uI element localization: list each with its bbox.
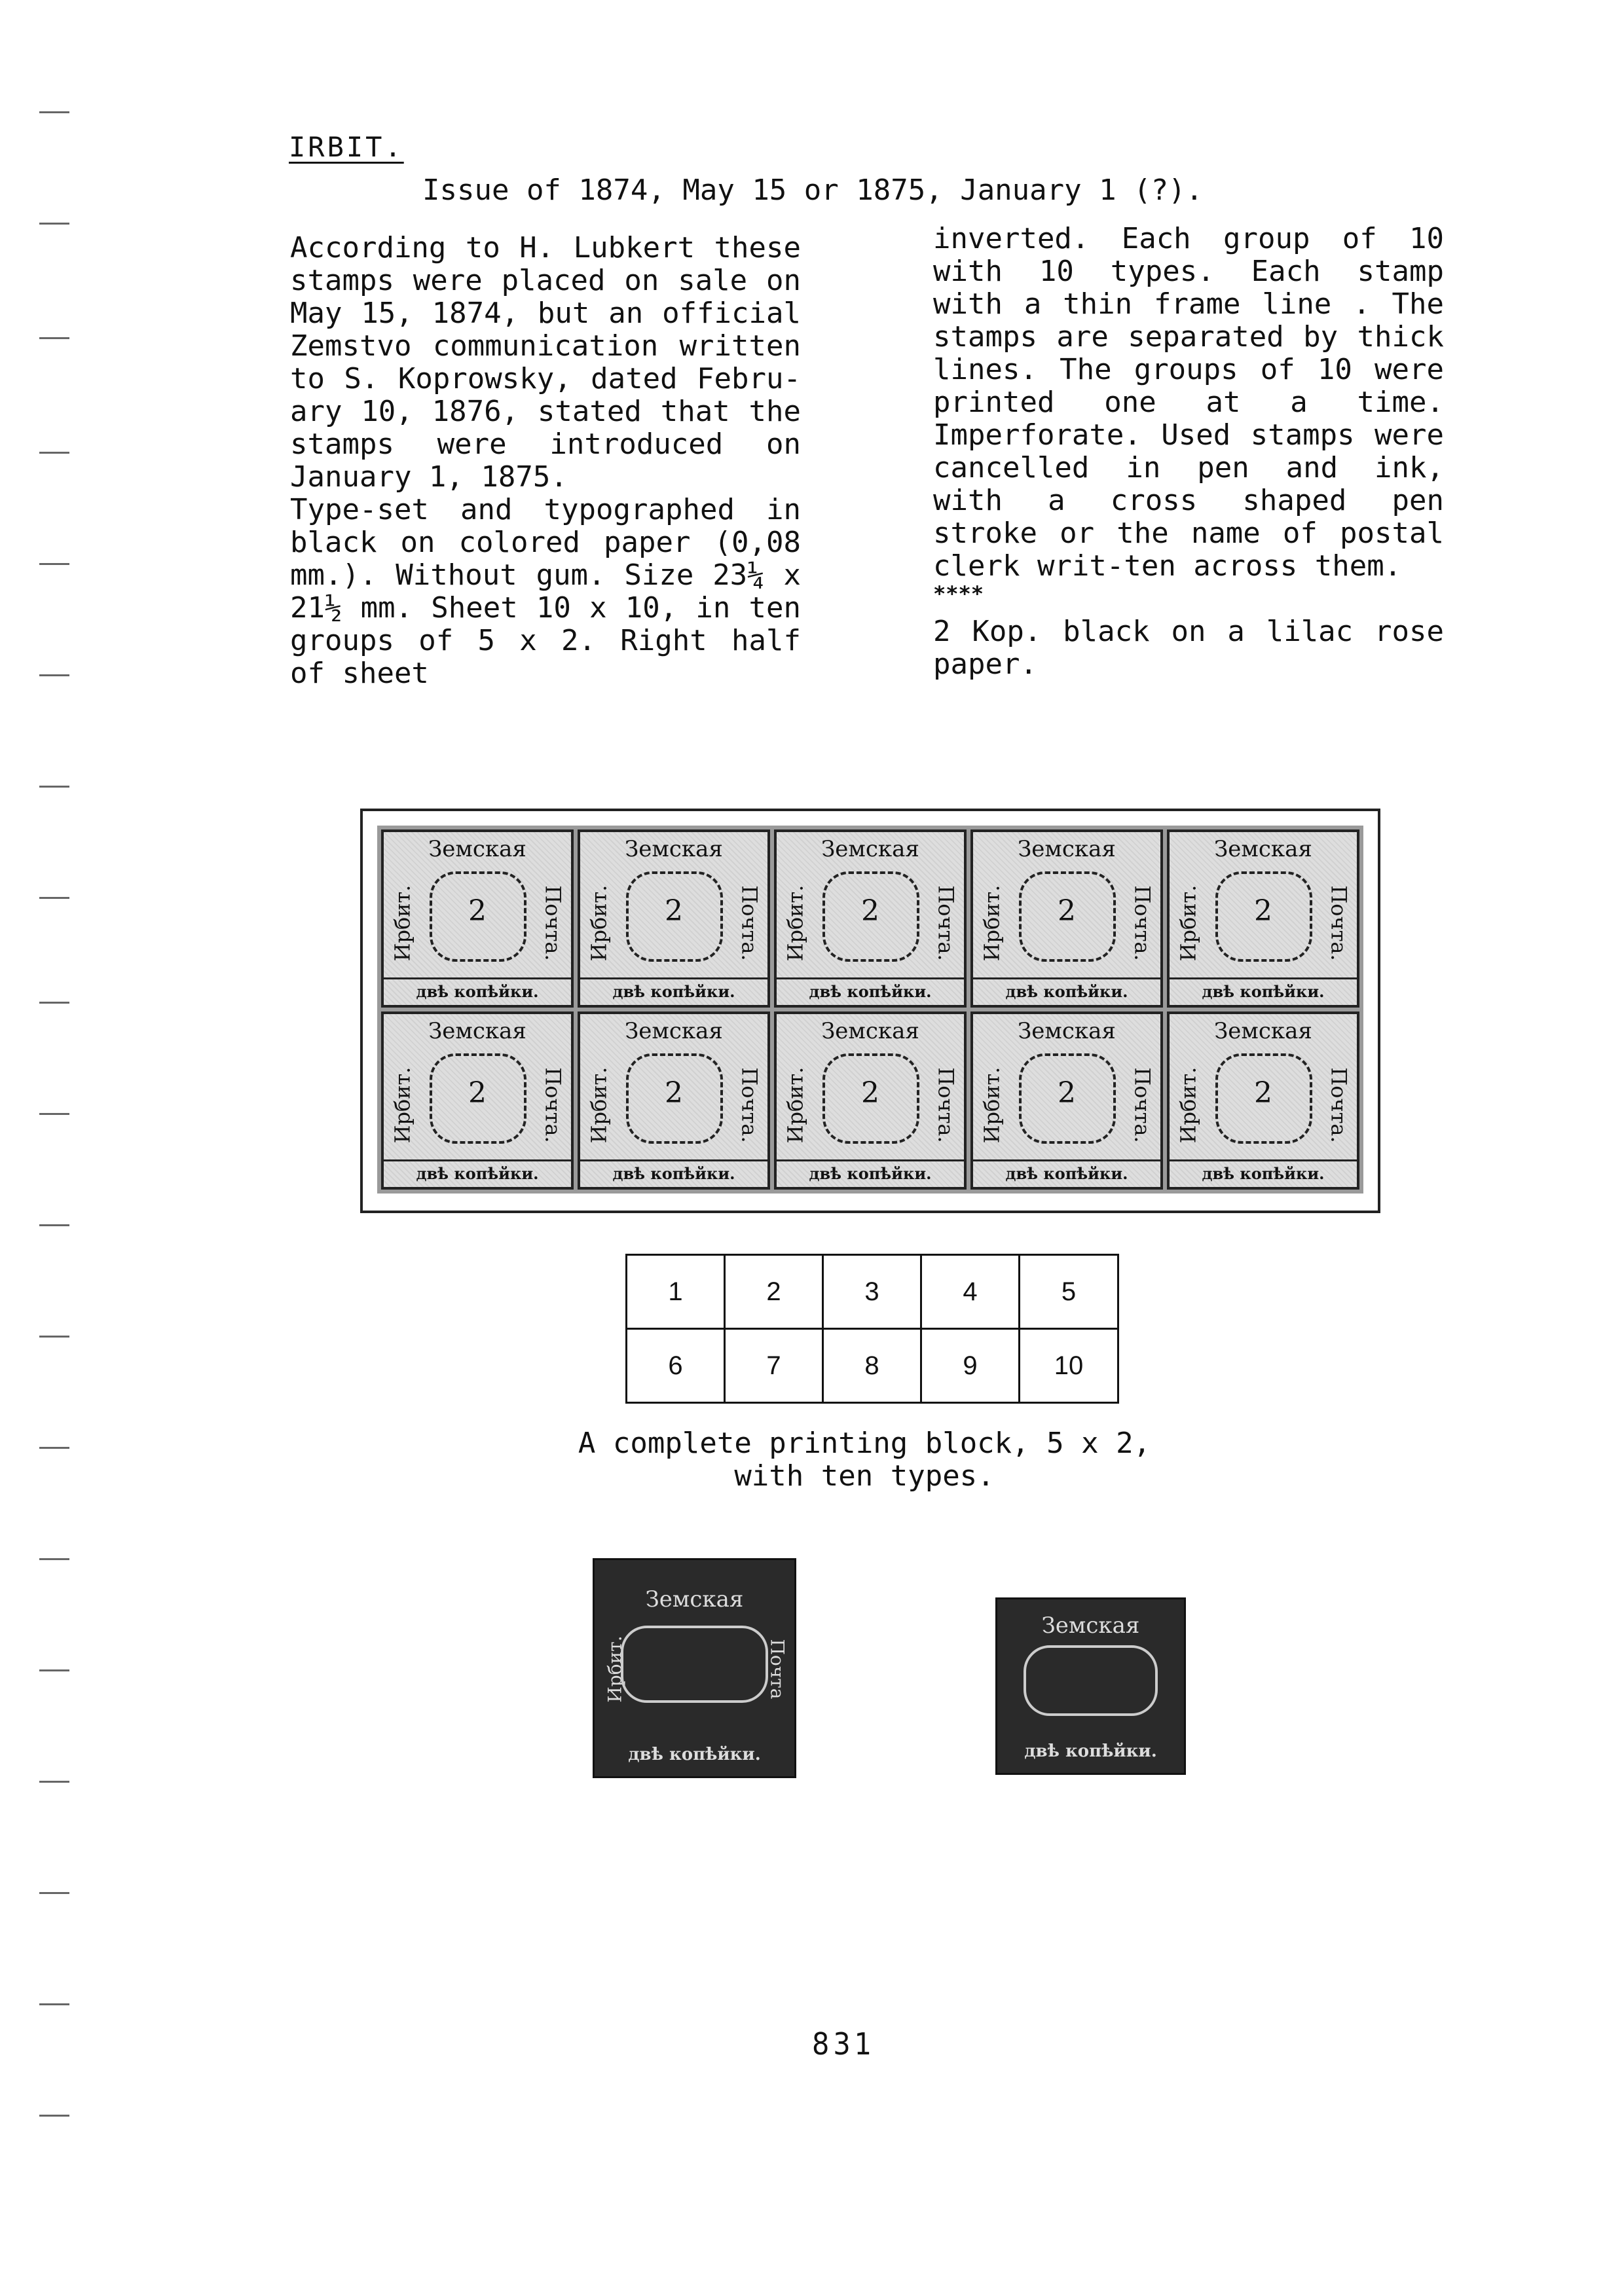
left-column: [290, 232, 801, 690]
table-row: [627, 1255, 1118, 1329]
type-position-table: [625, 1254, 1119, 1404]
stamp-top-text: Земская: [428, 836, 526, 862]
stamp-top-text: Земская: [1214, 836, 1312, 862]
stamp-bottom-text: двѣ копѣйки.: [973, 977, 1160, 1001]
stamp-bottom-text: двѣ копѣйки.: [777, 1159, 964, 1183]
stamp-right-text: Почта.: [933, 885, 959, 961]
stamp-value: 2: [665, 894, 683, 928]
stamp-right-text: Почта.: [737, 1067, 762, 1143]
stamp-left-text: Ирбит.: [586, 884, 612, 962]
stamp-left-text: Ирбит.: [390, 1066, 415, 1144]
stamp-cell: [1167, 829, 1359, 1008]
used-stamp-right-text: Почта: [766, 1639, 788, 1700]
stamp-grid: [377, 826, 1363, 1194]
stamp-bottom-text: двѣ копѣйки.: [384, 977, 571, 1001]
used-stamp-name-cancel: [995, 1597, 1186, 1775]
stamp-right-text: Почта.: [1326, 1067, 1352, 1143]
stamp-value: 2: [861, 894, 879, 928]
table-cell: 8: [823, 1329, 921, 1403]
stamp-left-text: Ирбит.: [586, 1066, 612, 1144]
stamp-cell: [578, 829, 770, 1008]
table-cell: 7: [725, 1329, 823, 1403]
stamp-left-text: Ирбит.: [1175, 1066, 1201, 1144]
used-stamp-left-text: Ирбит.: [604, 1635, 626, 1703]
stamp-left-text: Ирбит.: [1175, 884, 1201, 962]
stamp-left-text: Ирбит.: [979, 884, 1005, 962]
stamp-top-text: Земская: [1214, 1018, 1312, 1044]
stamp-bottom-text: двѣ копѣйки.: [1170, 1159, 1357, 1183]
stamp-bottom-text: двѣ копѣйки.: [777, 977, 964, 1001]
caption-line-2: with ten types.: [734, 1459, 995, 1493]
stamp-bottom-text: двѣ копѣйки.: [580, 977, 767, 1001]
used-stamp-bottom-text: двѣ копѣйки.: [1024, 1741, 1157, 1761]
right-paragraph-1: inverted. Each group of 10 with 10 types. Each stamp with a thin frame line . The stamps are separated by thick lines. The groups of 10 were printed one at a time. Imperforate. Used stamps were cancelled in pen and ink, with a cross shaped pen stroke or the name of postal clerk writ-ten across them.: [933, 222, 1444, 583]
stamp-value: 2: [665, 1076, 683, 1110]
separator-stars: ****: [933, 581, 984, 606]
table-cell: 3: [823, 1255, 921, 1329]
block-caption: [524, 1427, 1205, 1493]
stamp-value: 2: [468, 1076, 487, 1110]
used-stamp-bottom-text: двѣ копѣйки.: [628, 1745, 761, 1764]
stamp-value: 2: [1254, 894, 1272, 928]
stamp-cell: [381, 1011, 574, 1190]
table-cell: 5: [1020, 1255, 1118, 1329]
stamp-right-text: Почта.: [1130, 1067, 1155, 1143]
pen-cancel-mark: [621, 1626, 768, 1703]
stamp-top-text: Земская: [821, 1018, 919, 1044]
used-stamp-pen-cancel: [593, 1558, 796, 1778]
stamp-top-text: Земская: [625, 1018, 723, 1044]
table-cell: 1: [627, 1255, 725, 1329]
stamp-cell: [970, 829, 1163, 1008]
stamp-value: 2: [468, 894, 487, 928]
stamp-cell: [774, 829, 967, 1008]
table-cell: 10: [1020, 1329, 1118, 1403]
stamp-top-text: Земская: [428, 1018, 526, 1044]
stamp-top-text: Земская: [821, 836, 919, 862]
stamp-cell: [774, 1011, 967, 1190]
pen-cancel-mark: [1024, 1645, 1158, 1716]
table-cell: 4: [921, 1255, 1020, 1329]
table-cell: 9: [921, 1329, 1020, 1403]
left-paragraph-1: According to H. Lubkert these stamps were placed on sale on May 15, 1874, but an official Zemstvo communication written to S. Koprowsky, dated Febru-ary 10, 1876, stated that the stamps were introduced on January 1, 1875.: [290, 231, 801, 494]
stamp-value: 2: [1254, 1076, 1272, 1110]
stamp-cell: [578, 1011, 770, 1190]
stamp-cell: [970, 1011, 1163, 1190]
table-cell: 6: [627, 1329, 725, 1403]
left-paragraph-2: Type-set and typographed in black on colored paper (0,08 mm.). Without gum. Size 23¼ x 21½ mm. Sheet 10 x 10, in ten groups of 5 x 2. Right half of sheet: [290, 493, 801, 690]
stamp-cell: [1167, 1011, 1359, 1190]
table-cell: 2: [725, 1255, 823, 1329]
issue-line: Issue of 1874, May 15 or 1875, January 1 (?).: [422, 173, 1204, 207]
used-stamp-top-text: Земская: [1041, 1613, 1140, 1639]
stamp-left-text: Ирбит.: [783, 884, 808, 962]
used-stamp-top-text: Земская: [645, 1586, 744, 1613]
stamp-right-text: Почта.: [933, 1067, 959, 1143]
stamp-right-text: Почта.: [737, 885, 762, 961]
stamp-bottom-text: двѣ копѣйки.: [580, 1159, 767, 1183]
stamp-value: 2: [861, 1076, 879, 1110]
table-row: [627, 1329, 1118, 1403]
printing-block-image: [360, 809, 1380, 1213]
page-number: 831: [812, 2026, 876, 2062]
stamp-top-text: Земская: [1018, 1018, 1116, 1044]
stamp-bottom-text: двѣ копѣйки.: [973, 1159, 1160, 1183]
stamp-top-text: Земская: [1018, 836, 1116, 862]
stamp-right-text: Почта.: [540, 885, 566, 961]
stamp-bottom-text: двѣ копѣйки.: [384, 1159, 571, 1183]
stamp-right-text: Почта.: [1130, 885, 1155, 961]
stamp-right-text: Почта.: [540, 1067, 566, 1143]
stamp-left-text: Ирбит.: [979, 1066, 1005, 1144]
stamp-top-text: Земская: [625, 836, 723, 862]
stamp-right-text: Почта.: [1326, 885, 1352, 961]
right-column: [933, 223, 1444, 681]
stamp-cell: [381, 829, 574, 1008]
denomination-note: 2 Kop. black on a lilac rose paper.: [933, 615, 1444, 681]
stamp-value: 2: [1058, 1076, 1076, 1110]
caption-line-1: A complete printing block, 5 x 2,: [578, 1427, 1151, 1460]
page-heading: IRBIT.: [289, 131, 404, 163]
stamp-left-text: Ирбит.: [783, 1066, 808, 1144]
stamp-left-text: Ирбит.: [390, 884, 415, 962]
stamp-value: 2: [1058, 894, 1076, 928]
stamp-bottom-text: двѣ копѣйки.: [1170, 977, 1357, 1001]
